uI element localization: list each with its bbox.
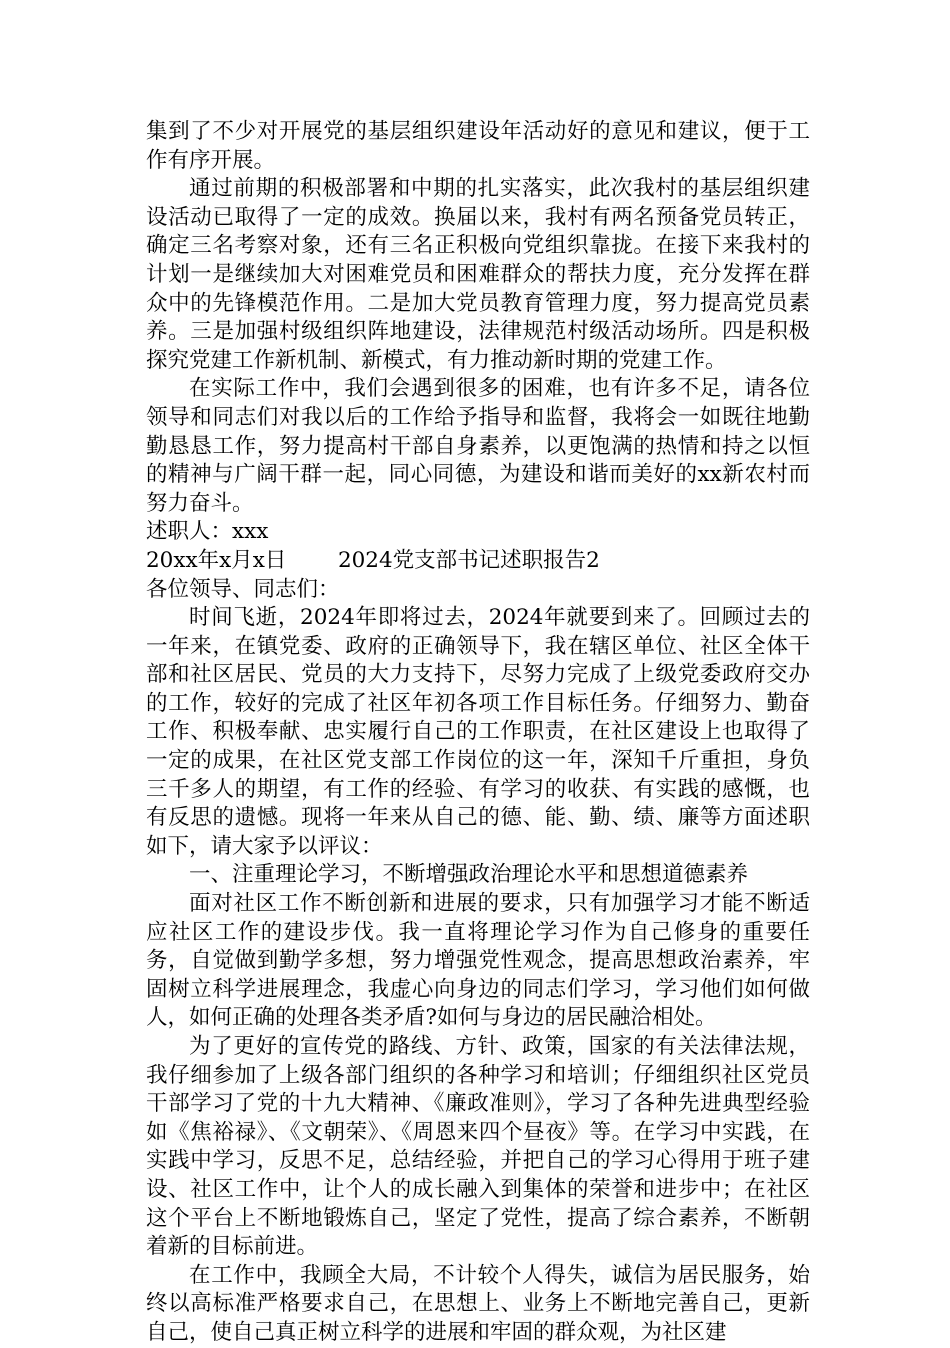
paragraph-2: 通过前期的积极部署和中期的扎实落实，此次我村的基层组织建设活动已取得了一定的成效。换届以来，我村有两名预备党员转正，确定三名考察对象，还有三名正积极向党组织靠拢。在接下来我村的计划一是继续加大对困难党员和困难群众的帮扶力度，充分发挥在群众中的先锋模范作用。二是加大党员教育管理力度，努力提高党员素养。三是加强村级组织阵地建设，法律规范村级活动场所。四是积极探究党建工作新机制、新模式，有力推动新时期的党建工作。 <box>146 176 810 373</box>
report-title: 2024党支部书记述职报告2 <box>337 547 600 573</box>
paragraph-7: 在工作中，我顾全大局，不计较个人得失，诚信为居民服务，始终以高标准严格要求自己，在思想上、业务上不断地完善自己，更新自己，使自己真正树立科学的进展和牢固的群众观，为社区建 <box>146 1262 810 1345</box>
document-page <box>146 118 810 1348</box>
date-title-line <box>146 547 810 576</box>
paragraph-6: 为了更好的宣传党的路线、方针、政策，国家的有关法律法规，我仔细参加了上级各部门组织的各种学习和培训；仔细组织社区党员干部学习了党的十九大精神、《廉政准则》，学习了各种先进典型经验如《焦裕禄》、《文朝荣》、《周恩来四个昼夜》等。在学习中实践，在实践中学习，反思不足，总结经验，并把自己的学习心得用于班子建设、社区工作中，让个人的成长融入到集体的荣誉和进步中；在社区这个平台上不断地锻炼自己，坚定了党性，提高了综合素养，不断朝着新的目标前进。 <box>146 1034 810 1260</box>
section-heading-1: 一、注重理论学习，不断增强政治理论水平和思想道德素养 <box>189 862 749 888</box>
reporter-signature: 述职人：xxx <box>146 519 269 545</box>
paragraph-5: 面对社区工作不断创新和进展的要求，只有加强学习才能不断适应社区工作的建设步伐。我一直将理论学习作为自己修身的重要任务，自觉做到勤学多想，努力增强党性观念，提高思想政治素养，牢固树立科学进展理念，我虚心向身边的同志们学习，学习他们如何做人，如何正确的处理各类矛盾?如何与身边的居民融洽相处。 <box>146 891 810 1031</box>
paragraph-3: 在实际工作中，我们会遇到很多的困难，也有许多不足，请各位领导和同志们对我以后的工作给予指导和监督，我将会一如既往地勤勤恳恳工作，努力提高村干部自身素养，以更饱满的热情和持之以恒的精神与广阔干群一起，同心同德，为建设和谐而美好的xx新农村而努力奋斗。 <box>146 376 810 516</box>
paragraph-4: 时间飞逝，2024年即将过去，2024年就要到来了。回顾过去的一年来，在镇党委、政府的正确领导下，我在辖区单位、社区全体干部和社区居民、党员的大力支持下，尽努力完成了上级党委政府交办的工作，较好的完成了社区年初各项工作目标任务。仔细努力、勤奋工作、积极奉献、忠实履行自己的工作职责，在社区建设上也取得了一定的成果，在社区党支部工作岗位的这一年，深知千斤重担，身负三千多人的期望，有工作的经验、有学习的收获、有实践的感慨，也有反思的遗憾。现将一年来从自己的德、能、勤、绩、廉等方面述职如下，请大家予以评议： <box>146 605 810 859</box>
report-date: 20xx年x月x日 <box>146 547 287 573</box>
paragraph-1: 集到了不少对开展党的基层组织建设年活动好的意见和建议，便于工作有序开展。 <box>146 119 810 173</box>
greeting: 各位领导、同志们： <box>146 576 340 602</box>
